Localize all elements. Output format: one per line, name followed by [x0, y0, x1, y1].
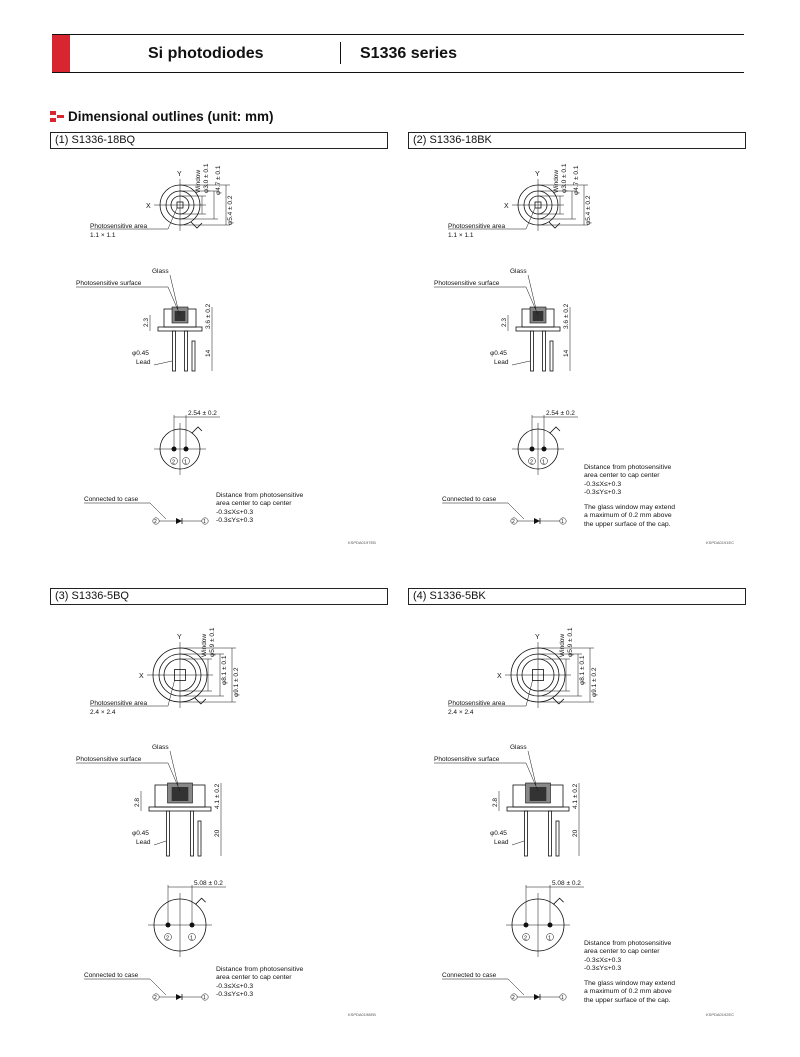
glass-label: Glass [152, 744, 169, 751]
connection-schematic [84, 496, 208, 525]
glass-window-note [584, 980, 675, 1005]
dim-cap: φ4.7 ± 0.1 [573, 165, 580, 195]
photosensitive-surface-label: Photosensitive surface [76, 756, 142, 763]
photosensitive-area-label: Photosensitive area [448, 223, 506, 230]
photosensitive-area-label: Photosensitive area [90, 223, 148, 230]
product-family-title: Si photodiodes [148, 45, 264, 62]
pitch-label: 5.08 ± 0.2 [194, 880, 223, 887]
connection-schematic [442, 496, 566, 525]
axis-x-label: X [504, 203, 509, 210]
axis-y-label: Y [535, 171, 540, 178]
photosensitive-area-label: Photosensitive area [90, 700, 148, 707]
drawing-code: KSPDA0191EC [706, 540, 735, 545]
base-tab [550, 427, 560, 433]
dim-lead-length: 14 [563, 349, 570, 357]
header-separator [340, 42, 341, 64]
diode-symbol [176, 518, 182, 524]
panel-title-2: (2) S1336-18BK [408, 132, 746, 149]
note-line: Distance from photosensitive [584, 940, 672, 947]
dim-surface: 2.3 [143, 317, 150, 327]
dim-lead-length: 14 [205, 349, 212, 357]
dim-height: 4.1 ± 0.2 [572, 783, 579, 809]
dim-height: 3.6 ± 0.2 [205, 303, 212, 329]
lead-label: Lead [136, 839, 151, 846]
dim-lead-length: 20 [572, 829, 579, 837]
term1-label: 1 [561, 519, 564, 526]
note-line: -0.3≤Y≤+0.3 [216, 517, 254, 525]
lead-label: Lead [494, 839, 509, 846]
note-line: -0.3≤X≤+0.3 [584, 480, 622, 488]
bottom-view [148, 880, 226, 957]
note-line: area center to cap center [216, 974, 292, 982]
term2-label: 2 [512, 519, 515, 526]
diode-symbol [534, 518, 540, 524]
dim-surface: 2.3 [501, 317, 508, 327]
glass-leader [528, 275, 536, 309]
window-label: Window [201, 633, 208, 657]
lead [173, 331, 176, 371]
connected-leader [508, 979, 524, 995]
dim-window: φ5.9 ± 0.1 [567, 627, 574, 657]
term1-label: 1 [203, 995, 206, 1002]
drawing-code: KSPDA0192EC [706, 1012, 735, 1017]
photosensitive-surface-label: Photosensitive surface [76, 280, 142, 287]
glass-leader [528, 751, 536, 785]
axis-y-label: Y [177, 634, 182, 641]
flange [158, 327, 202, 331]
lead-long [556, 821, 559, 856]
lead-diameter-label: φ0.45 [132, 350, 149, 357]
flange [507, 807, 569, 811]
note-line: a maximum of 0.2 mm above [584, 988, 672, 996]
side-view [434, 268, 570, 371]
lead-leader [512, 841, 524, 845]
area-size-label: 2.4 × 2.4 [90, 709, 116, 716]
note-line: -0.3≤Y≤+0.3 [584, 965, 622, 973]
axis-x-label: X [139, 673, 144, 680]
chip [530, 787, 547, 801]
note-line: -0.3≤X≤+0.3 [584, 956, 622, 964]
lead-label: Lead [136, 359, 151, 366]
term1-label: 1 [561, 995, 564, 1002]
term1-label: 1 [203, 519, 206, 526]
top-view [90, 163, 234, 239]
note-line: area center to cap center [584, 948, 660, 956]
top-view [448, 627, 598, 716]
note-line: -0.3≤X≤+0.3 [216, 508, 254, 516]
note-line: -0.3≤Y≤+0.3 [584, 489, 622, 497]
glass-label: Glass [510, 268, 527, 275]
top-view [90, 627, 240, 716]
photosensitive-surface-label: Photosensitive surface [434, 280, 500, 287]
pin2-label: 2 [530, 459, 534, 466]
dim-cap: φ8.1 ± 0.1 [221, 655, 228, 685]
lead [549, 811, 552, 856]
lead-diameter-label: φ0.45 [490, 830, 507, 837]
base-tab [196, 898, 206, 904]
lead [191, 811, 194, 856]
term2-label: 2 [512, 995, 515, 1002]
surface-leader [434, 287, 538, 315]
series-title: S1336 series [360, 45, 457, 62]
connected-label: Connected to case [442, 496, 497, 503]
glass-label: Glass [152, 268, 169, 275]
note-line: Distance from photosensitive [216, 966, 304, 973]
axis-x-label: X [146, 203, 151, 210]
lead-leader [154, 841, 166, 845]
photosensitive-area-label: Photosensitive area [448, 700, 506, 707]
lead [543, 331, 546, 371]
note-line: a maximum of 0.2 mm above [584, 512, 672, 520]
chip [175, 311, 186, 321]
connected-leader [508, 503, 524, 519]
pitch-label: 5.08 ± 0.2 [552, 880, 581, 887]
window-label: Window [559, 633, 566, 657]
side-view [76, 268, 212, 371]
lead-label: Lead [494, 359, 509, 366]
dim-height: 4.1 ± 0.2 [214, 783, 221, 809]
dim-window: φ5.9 ± 0.1 [209, 627, 216, 657]
bottom-view [506, 880, 584, 957]
lead-long [192, 341, 195, 371]
surface-leader [434, 763, 538, 791]
dim-cap: φ4.7 ± 0.1 [215, 165, 222, 195]
window-label: Window [553, 169, 560, 193]
pin1-label: 1 [184, 459, 188, 466]
pin2-label: 2 [172, 459, 176, 466]
area-size-label: 1.1 × 1.1 [448, 232, 474, 239]
pin1-label: 1 [548, 935, 552, 942]
panel-title-3: (3) S1336-5BQ [50, 588, 388, 605]
tab-key [195, 698, 206, 704]
center-distance-note [216, 492, 303, 526]
area-size-label: 2.4 × 2.4 [448, 709, 474, 716]
connected-label: Connected to case [84, 972, 139, 979]
note-line: the upper surface of the cap. [584, 520, 671, 528]
dim-surface: 2.8 [492, 797, 499, 807]
note-line: -0.3≤X≤+0.3 [216, 982, 254, 990]
axis-x-label: X [497, 673, 502, 680]
area-size-label: 1.1 × 1.1 [90, 232, 116, 239]
side-view [434, 744, 579, 856]
dim-window: φ3.0 ± 0.1 [561, 163, 568, 193]
diode-symbol [534, 994, 540, 1000]
note-line: The glass window may extend [584, 980, 676, 987]
connected-label: Connected to case [442, 972, 497, 979]
note-line: -0.3≤Y≤+0.3 [216, 991, 254, 999]
lead [525, 811, 528, 856]
header-bottom-rule [52, 72, 744, 73]
header-top-rule [52, 34, 744, 35]
section-title: Dimensional outlines (unit: mm) [68, 109, 274, 124]
lead-diameter-label: φ0.45 [132, 830, 149, 837]
base-tab [192, 427, 202, 433]
outline-drawing-4 [408, 605, 748, 1025]
connected-label: Connected to case [84, 496, 139, 503]
lead-diameter-label: φ0.45 [490, 350, 507, 357]
note-line: Distance from photosensitive [584, 464, 672, 471]
lead-leader [512, 361, 530, 365]
top-view [448, 163, 592, 239]
axis-y-label: Y [535, 634, 540, 641]
panel-title-1: (1) S1336-18BQ [50, 132, 388, 149]
drawing-code: KSPDA0197EB [348, 540, 376, 545]
lead-long [198, 821, 201, 856]
bottom-view [154, 410, 220, 475]
drawing-code: KSPDA0198EB [348, 1012, 376, 1017]
connected-leader [150, 979, 166, 995]
note-line: Distance from photosensitive [216, 492, 304, 499]
photosensitive-surface-label: Photosensitive surface [434, 756, 500, 763]
glass-leader [170, 751, 178, 785]
glass-leader [170, 275, 178, 309]
connected-leader [150, 503, 166, 519]
window-label: Window [195, 169, 202, 193]
lead-leader [154, 361, 172, 365]
dim-lead-length: 20 [214, 829, 221, 837]
axis-y-label: Y [177, 171, 182, 178]
outline-drawing-2 [408, 149, 748, 569]
term2-label: 2 [154, 995, 157, 1002]
lead [167, 811, 170, 856]
term2-label: 2 [154, 519, 157, 526]
pin2-label: 2 [166, 935, 170, 942]
flange [149, 807, 211, 811]
dim-height: 3.6 ± 0.2 [563, 303, 570, 329]
base-tab [554, 898, 564, 904]
bottom-view [512, 410, 578, 475]
glass-window-note [584, 504, 675, 529]
pin1-label: 1 [542, 459, 546, 466]
note-line: area center to cap center [584, 472, 660, 480]
lead-long [550, 341, 553, 371]
pin2-label: 2 [524, 935, 528, 942]
connection-schematic [84, 972, 208, 1001]
dim-surface: 2.8 [134, 797, 141, 807]
tab-key [553, 698, 564, 704]
section-heading [50, 109, 274, 124]
chip [172, 787, 189, 801]
center-distance-note [584, 464, 671, 498]
pin1-label: 1 [190, 935, 194, 942]
dim-body: φ5.4 ± 0.2 [585, 195, 592, 225]
center-distance-note [216, 966, 303, 1000]
lead [185, 331, 188, 371]
connection-schematic [442, 972, 566, 1001]
dim-cap: φ8.1 ± 0.1 [579, 655, 586, 685]
diode-symbol [176, 994, 182, 1000]
side-view [76, 744, 221, 856]
pitch-label: 2.54 ± 0.2 [188, 410, 217, 417]
panel-title-4: (4) S1336-5BK [408, 588, 746, 605]
pitch-label: 2.54 ± 0.2 [546, 410, 575, 417]
note-line: The glass window may extend [584, 504, 676, 511]
center-distance-note [584, 940, 671, 974]
brand-red-bar [52, 34, 70, 72]
outline-drawing-3 [50, 605, 390, 1025]
dim-body: φ9.1 ± 0.2 [233, 667, 240, 697]
lead [531, 331, 534, 371]
dim-body: φ9.1 ± 0.2 [591, 667, 598, 697]
surface-leader [76, 763, 180, 791]
glass-label: Glass [510, 744, 527, 751]
note-line: the upper surface of the cap. [584, 996, 671, 1004]
dim-window: φ3.0 ± 0.1 [203, 163, 210, 193]
flange [516, 327, 560, 331]
dim-body: φ5.4 ± 0.2 [227, 195, 234, 225]
chip [533, 311, 544, 321]
note-line: area center to cap center [216, 500, 292, 508]
section-bullet-icon [50, 111, 64, 122]
